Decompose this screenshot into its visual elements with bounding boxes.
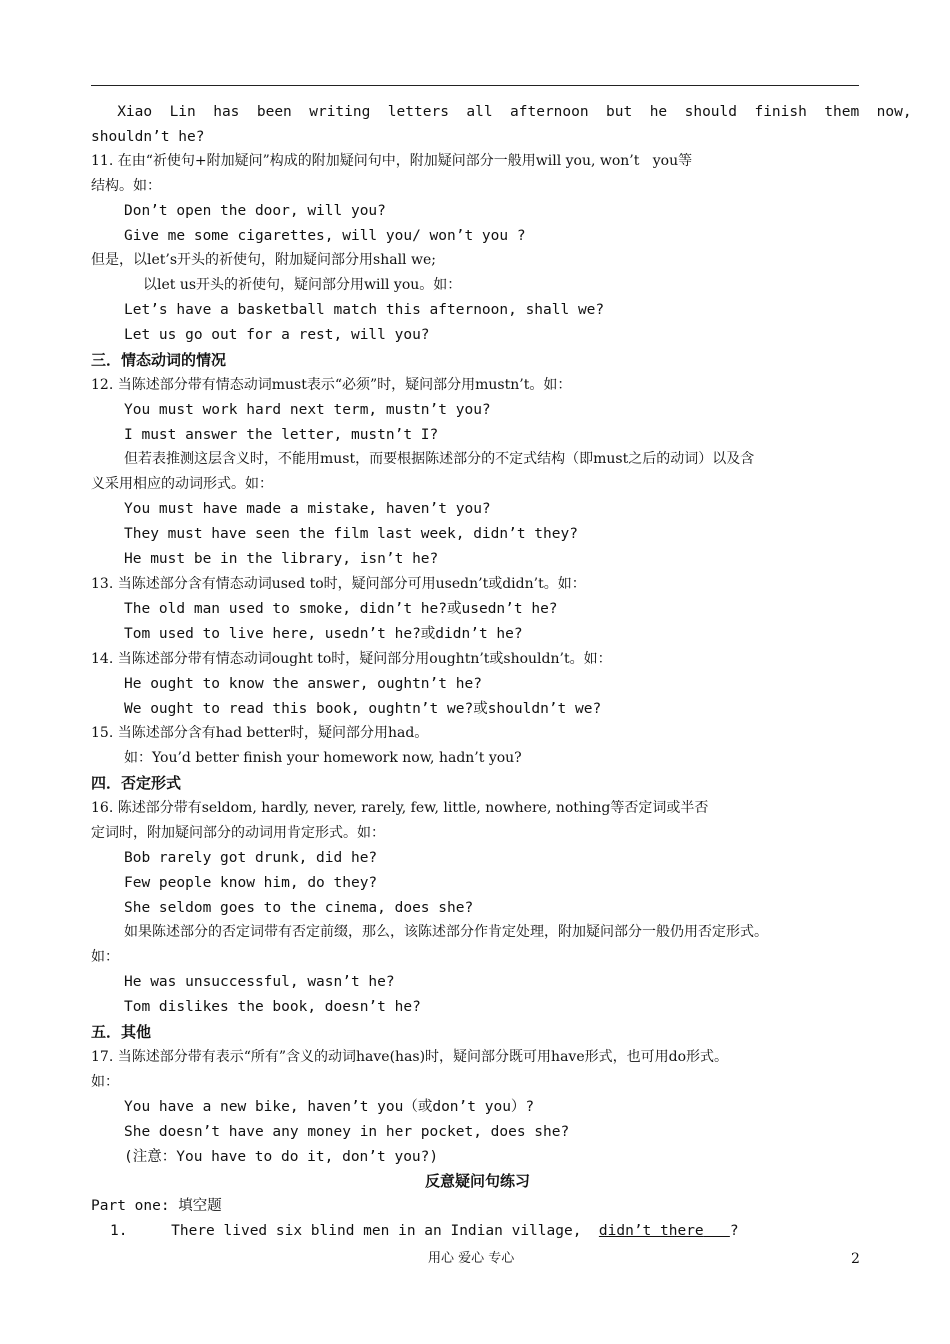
item-number: 14. [91, 651, 114, 667]
example-line: She doesn’t have any money in her pocket, does she? [124, 1124, 570, 1140]
example-line: We ought to read this book, oughtn’t we?或shouldn’t we? [124, 701, 602, 717]
item-14 [91, 650, 612, 668]
example-line: You must have made a mistake, haven’t you? [124, 501, 491, 517]
example-line: Bob rarely got drunk, did he? [124, 850, 378, 866]
section-heading: 五．其他 [91, 1023, 152, 1041]
section-heading: 三．情态动词的情况 [91, 351, 227, 369]
exercise-item-1 [110, 1222, 739, 1240]
text-line: 当陈述部分带有表示“所有”含义的动词have(has)时，疑问部分既可用have形式，也可用do形式。 [117, 1049, 729, 1065]
item-number: 1. [110, 1223, 128, 1239]
item-number: 17. [91, 1049, 114, 1065]
example-line: Don’t open the door, will you? [124, 203, 386, 219]
question-mark: ? [729, 1223, 739, 1239]
example-line: You must work hard next term, mustn’t you? [124, 402, 491, 418]
example-line: They must have seen the film last week, didn’t they? [124, 526, 578, 542]
header-rule [91, 85, 859, 86]
answer-blank: didn’t there [598, 1223, 704, 1239]
text-line: 如： [91, 949, 119, 965]
example-line: The old man used to smoke, didn’t he?或usedn’t he? [124, 601, 558, 617]
item-16 [91, 799, 708, 817]
text-line: 但若表推测这层含义时，不能用must，而要根据陈述部分的不定式结构（即must之后的动词）以及含 [124, 451, 755, 467]
item-number: 12. [91, 377, 114, 393]
text-line: 以let us开头的祈使句，疑问部分用will you。如： [143, 277, 462, 293]
text-line: 如果陈述部分的否定词带有否定前缀，那么，该陈述部分作肯定处理，附加疑问部分一般仍用否定形式。 [124, 924, 768, 940]
example-line: I must answer the letter, mustn’t I? [124, 427, 439, 443]
example-line: Few people know him, do they? [124, 875, 378, 891]
example-line: She seldom goes to the cinema, does she? [124, 900, 474, 916]
example-line: He must be in the library, isn’t he? [124, 551, 439, 567]
text-line: 当陈述部分含有had better时，疑问部分用had。 [117, 725, 429, 741]
text-line: 但是，以let’s开头的祈使句，附加疑问部分用shall we; [91, 252, 436, 268]
exercise-title: 反意疑问句练习 [425, 1172, 531, 1190]
text-line: Xiao Lin has been writing letters all afternoon but he should finish them now, [91, 104, 912, 120]
item-number: 11. [91, 153, 114, 169]
part-heading: Part one: 填空题 [91, 1198, 222, 1214]
example-line: Give me some cigarettes, will you/ won’t you ? [124, 228, 526, 244]
example-line: Let’s have a basketball match this afternoon, shall we? [124, 302, 605, 318]
text-line: 当陈述部分带有情态动词must表示“必须”时，疑问部分用mustn’t。如： [117, 377, 572, 393]
text-line: 当陈述部分带有情态动词ought to时，疑问部分用oughtn’t或shouldn’t。如： [117, 651, 612, 667]
text-line: 当陈述部分含有情态动词used to时，疑问部分可用usedn’t或didn’t。如： [117, 576, 586, 592]
item-number: 13. [91, 576, 114, 592]
example-line: (注意：You have to do it, don’t you?) [124, 1149, 439, 1165]
item-12 [91, 376, 571, 394]
text-line: 陈述部分带有seldom, hardly, never, rarely, few, little, nowhere, nothing等否定词或半否 [117, 800, 709, 816]
item-17 [91, 1048, 728, 1066]
text-line: 结构。如： [91, 178, 161, 194]
section-heading: 四．否定形式 [91, 774, 182, 792]
text-line: 在由“祈使句+附加疑问”构成的附加疑问句中，附加疑问部分一般用will you, won’t you等 [117, 153, 693, 169]
example-line: You have a new bike, haven’t you（或don’t you）? [124, 1099, 535, 1115]
text-line: 义采用相应的动词形式。如： [91, 476, 273, 492]
text-line: 定词时，附加疑问部分的动词用肯定形式。如： [91, 825, 385, 841]
page-number: 2 [851, 1251, 860, 1267]
example-line: Tom dislikes the book, doesn’t he? [124, 999, 421, 1015]
example-line: Tom used to live here, usedn’t he?或didn’t he? [124, 626, 523, 642]
question-text: There lived six blind men in an Indian village, [171, 1223, 582, 1239]
answer-blank-padding [704, 1223, 730, 1239]
item-11 [91, 152, 692, 170]
item-number: 15. [91, 725, 114, 741]
text-line: shouldn’t he? [91, 129, 205, 145]
example-line: 如：You’d better finish your homework now, hadn’t you? [124, 750, 522, 766]
item-number: 16. [91, 800, 114, 816]
example-line: Let us go out for a rest, will you? [124, 327, 430, 343]
example-line: He ought to know the answer, oughtn’t he? [124, 676, 482, 692]
text-line: 如： [91, 1074, 119, 1090]
item-13 [91, 575, 586, 593]
footer-text: 用心 爱心 专心 [428, 1251, 515, 1266]
example-line: He was unsuccessful, wasn’t he? [124, 974, 395, 990]
item-15 [91, 724, 428, 742]
